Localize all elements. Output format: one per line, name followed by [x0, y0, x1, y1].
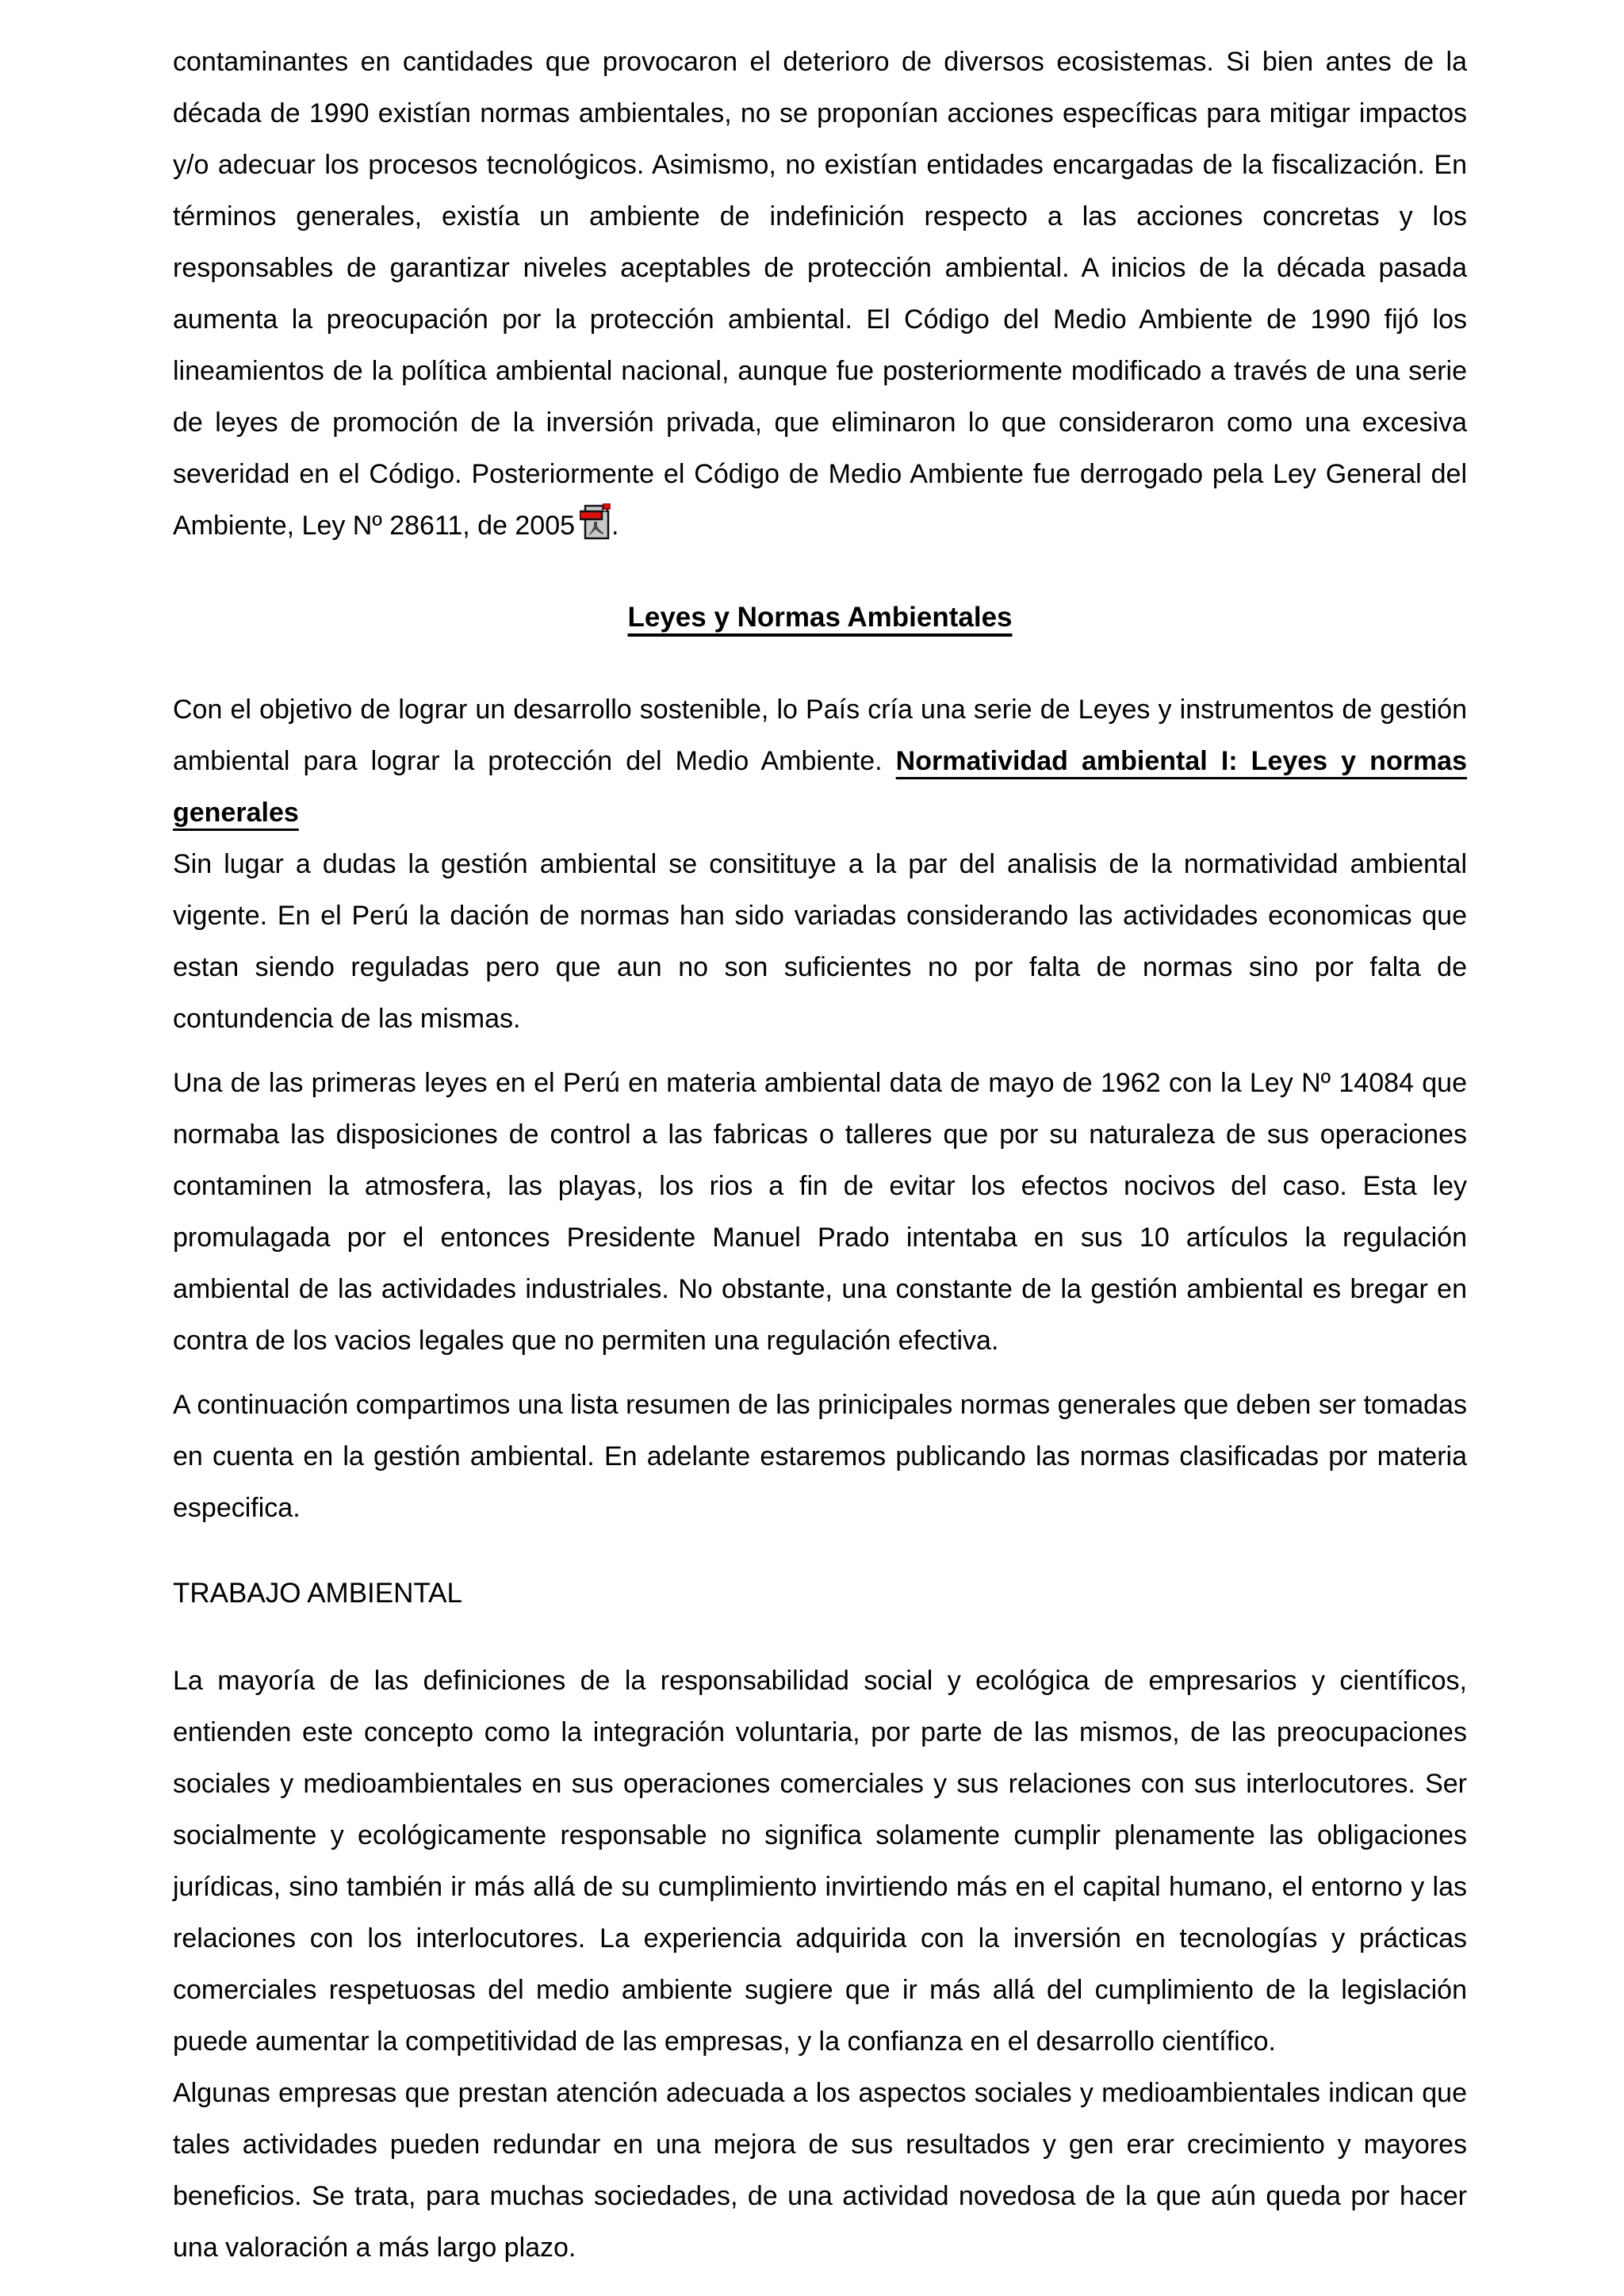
pdf-file-icon[interactable] [580, 503, 611, 541]
paragraph-responsabilidad-social [173, 1655, 1467, 2274]
paragraph-objetivo-normatividad [173, 684, 1467, 1045]
section-heading-trabajo-ambiental: TRABAJO AMBIENTAL [173, 1578, 462, 1609]
section-heading-leyes-normas-text: Leyes y Normas Ambientales [627, 602, 1013, 633]
paragraph-codigo-text: contaminantes en cantidades que provocaron el deterioro de diversos ecosistemas. Si bien antes de la década de 1990 existían normas ambientales, no se proponían acciones específicas para mitigar impactos y/o adecuar los procesos tecnológicos. Asimismo, no existían entidades encargadas de la fiscalización. En términos generales, existía un ambiente de indefinición respecto a las acciones concretas y los responsables de garantizar niveles aceptables de protección ambiental. A inicios de la década pasada aumenta la preocupación por la protección ambiental. El Código del Medio Ambiente de 1990 fijó los lineamientos de la política ambiental nacional, aunque fue posteriormente modificado a través de una serie de leyes de promoción de la inversión privada, que eliminaron lo que consideraron como una excesiva severidad en el Código. Posteriormente el Código de Medio Ambiente fue derrogado pela Ley General del Ambiente, Ley Nº 28611, de 2005 [173, 47, 1467, 541]
paragraph-lista-resumen: A continuación compartimos una lista resumen de las prinicipales normas generales que deben ser tomadas en cuenta en la gestión ambiental. En adelante estaremos publicando las normas clasificadas por materia especifica. [173, 1390, 1467, 1523]
paragraph-codigo-medio-ambiente [173, 36, 1467, 552]
paragraph-ley-14084: Una de las primeras leyes en el Perú en materia ambiental data de mayo de 1962 con la Ley Nº 14084 que normaba las disposiciones de control a las fabricas o talleres que por su naturaleza de sus operaciones contaminen la atmosfera, las playas, los rios a fin de evitar los efectos nocivos del caso. Esta ley promulagada por el entonces Presidente Manuel Prado intentaba en sus 10 artículos la regulación ambiental de las actividades industriales. No obstante, una constante de la gestión ambiental es bregar en contra de los vacios legales que no permiten una regulación efectiva. [173, 1068, 1467, 1356]
text-algunas-empresas: Algunas empresas que prestan atención adecuada a los aspectos sociales y medioambientales indican que tales actividades pueden redundar en una mejora de sus resultados y gen erar crecimiento y mayores beneficios. Se trata, para muchas sociedades, de una actividad novedosa de la que aún queda por hacer una valoración a más largo plazo. [173, 2078, 1467, 2263]
section-heading-leyes-normas [173, 591, 1467, 643]
text-definiciones: La mayoría de las definiciones de la responsabilidad social y ecológica de empresarios y científicos, entienden este concepto como la integración voluntaria, por parte de las mismos, de las preocupaciones sociales y medioambientales en sus operaciones comerciales y sus relaciones con sus interlocutores. Ser socialmente y ecológicamente responsable no significa solamente cumplir plenamente las obligaciones jurídicas, sino también ir más allá de su cumplimiento invirtiendo más en el capital humano, el entorno y las relaciones con los interlocutores. La experiencia adquirida con la inversión en tecnologías y prácticas comerciales respetuosas del medio ambiente sugiere que ir más allá del cumplimiento de la legislación puede aumentar la competitividad de las empresas, y la confianza en el desarrollo científico. [173, 1666, 1467, 2057]
paragraph-codigo-period: . [611, 511, 619, 541]
text-objetivo: Con el objetivo de lograr un desarrollo sostenible, lo País cría una serie de Leyes y instrumentos de gestión ambiental para lograr la protección del Medio Ambiente. [173, 695, 1467, 776]
inline-heading-normatividad: Normatividad ambiental I: Leyes y normas generales [173, 746, 1467, 828]
text-sin-lugar: Sin lugar a dudas la gestión ambiental se consitituye a la par del analisis de la normatividad ambiental vigente. En el Perú la dación de normas han sido variadas considerando las actividades economicas que estan siendo reguladas pero que aun no son suficientes no por falta de normas sino por falta de contundencia de las mismas. [173, 849, 1467, 1034]
